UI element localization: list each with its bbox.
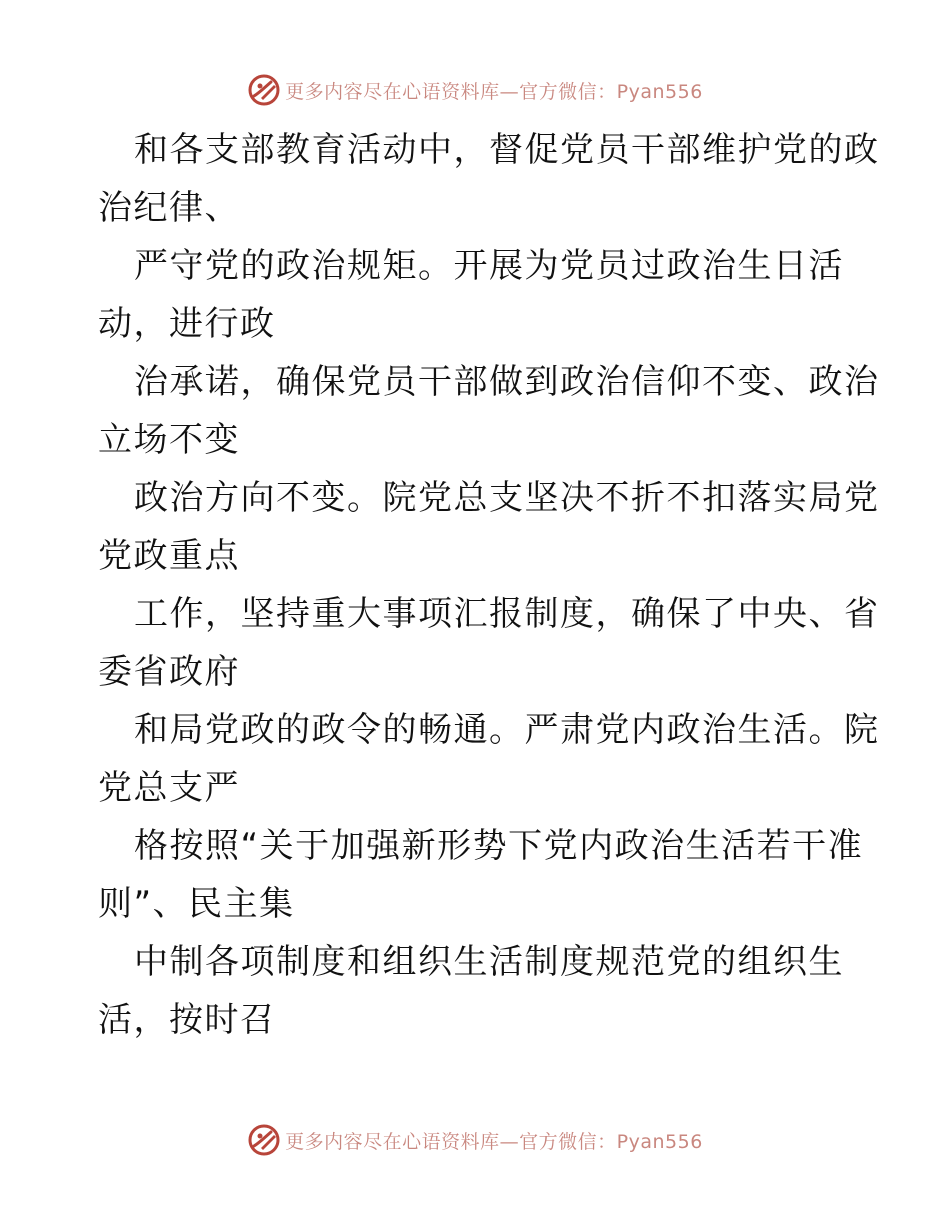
footer-banner [0, 1122, 950, 1158]
body-line: 政治方向不变。院党总支坚决不折不扣落实局党 [134, 478, 880, 518]
header-contact: 官方微信：Pyan556 [519, 80, 703, 103]
header-text [285, 77, 703, 104]
body-line: 严守党的政治规矩。开展为党员过政治生日活 [134, 246, 844, 286]
body-line: 动，进行政 [98, 304, 276, 344]
header-dash: — [499, 80, 520, 103]
document-body [98, 121, 880, 1049]
body-line: 治纪律、 [98, 188, 240, 228]
body-line: 立场不变 [98, 420, 240, 460]
body-line: 工作，坚持重大事项汇报制度，确保了中央、省 [134, 594, 880, 634]
body-line: 格按照“关于加强新形势下党内政治生活若干准 [134, 826, 864, 866]
header-banner [0, 72, 950, 108]
header-slogan: 更多内容尽在心语资料库 [285, 80, 500, 103]
footer-dash: — [499, 1130, 520, 1153]
body-line: 委省政府 [98, 652, 240, 692]
body-line: 党总支严 [98, 768, 240, 808]
body-line: 则”、民主集 [98, 884, 295, 924]
body-line: 中制各项制度和组织生活制度规范党的组织生 [134, 942, 844, 982]
body-line: 和各支部教育活动中，督促党员干部维护党的政 [134, 130, 880, 170]
body-line: 和局党政的政令的畅通。严肃党内政治生活。院 [134, 710, 880, 750]
body-line: 活，按时召 [98, 1000, 276, 1040]
body-line: 治承诺，确保党员干部做到政治信仰不变、政治 [134, 362, 880, 402]
pen-logo-icon [247, 73, 281, 107]
body-line: 党政重点 [98, 536, 240, 576]
footer-contact: 官方微信：Pyan556 [519, 1130, 703, 1153]
pen-logo-icon [247, 1123, 281, 1157]
footer-slogan: 更多内容尽在心语资料库 [285, 1130, 500, 1153]
footer-text [285, 1127, 703, 1154]
